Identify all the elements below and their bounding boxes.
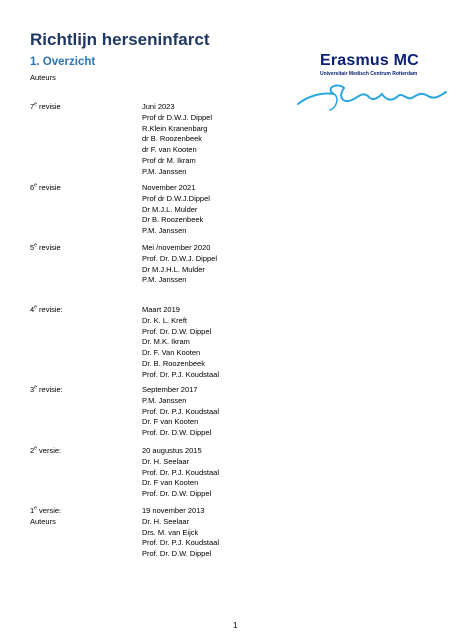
revision-ordinal: e	[34, 384, 37, 391]
revision-type: versie:	[36, 446, 62, 455]
revision-label	[30, 243, 140, 254]
revision-number: 2	[30, 446, 35, 455]
revision-ordinal: e	[34, 445, 37, 452]
author-name: Prof. Dr. D.W. Dippel	[142, 489, 212, 499]
revision-number: 4	[30, 305, 35, 314]
revision-date: 20 augustus 2015	[142, 446, 202, 455]
revision-number: 5	[30, 243, 35, 252]
revision-label	[30, 305, 140, 316]
revision-details	[142, 506, 219, 560]
revision-type: revisie	[36, 102, 61, 111]
author-name: Dr. F. Van Kooten	[142, 348, 201, 358]
revision-type: revisie:	[36, 305, 63, 314]
revision-label	[30, 446, 140, 457]
author-name: Prof dr M. Ikram	[142, 155, 196, 165]
revision-type: revisie	[36, 183, 61, 192]
author-name: Prof dr D.W.J.Dippel	[142, 193, 210, 203]
revision-details	[142, 243, 217, 286]
author-name: P.M. Janssen	[142, 226, 187, 236]
author-name: R.Klein Kranenbarg	[142, 123, 208, 133]
author-name: Prof. Dr. D.W.J. Dippel	[142, 253, 218, 263]
erasmus-mc-logo	[294, 52, 454, 114]
revision-ordinal: e	[34, 242, 37, 249]
revision-details	[142, 183, 210, 237]
revision-ordinal: e	[34, 101, 37, 108]
revision-date: September 2017	[142, 385, 198, 394]
revision-ordinal: e	[34, 505, 37, 512]
author-name: P.M. Janssen	[142, 395, 187, 405]
author-name: Prof dr D.W.J. Dippel	[142, 112, 213, 122]
author-name: Prof. Dr. P.J. Koudstaal	[142, 369, 219, 379]
revision-date: Mei /november 2020	[142, 243, 211, 252]
author-name: Prof. Dr. D.W. Dippel	[142, 549, 212, 559]
revision-number: 6	[30, 183, 35, 192]
revision-label	[30, 102, 140, 113]
author-name: Dr. K. L. Kreft	[142, 315, 188, 325]
page-number: 1	[233, 621, 238, 630]
author-name: Dr. F van Kooten	[142, 478, 199, 488]
revision-details	[142, 446, 219, 500]
revision-date: Juni 2023	[142, 102, 175, 111]
author-name: Dr. H. Seelaar	[142, 456, 190, 466]
revision-details	[142, 385, 219, 439]
author-name: dr F. van Kooten	[142, 145, 197, 155]
revision-type: revisie	[36, 243, 61, 252]
author-name: Dr. B. Roozenbeek	[142, 358, 205, 368]
logo-tagline: Universitair Medisch Centrum Rotterdam	[320, 71, 418, 77]
revision-sublabel: Auteurs	[30, 516, 56, 526]
revision-number: 7	[30, 102, 35, 111]
author-name: Dr. F van Kooten	[142, 417, 199, 427]
revision-type: revisie:	[36, 385, 63, 394]
revision-label	[30, 385, 140, 396]
revision-ordinal: e	[34, 182, 37, 189]
author-name: Prof. Dr. D.W. Dippel	[142, 326, 212, 336]
section-heading: 1. Overzicht	[30, 56, 96, 68]
revision-label	[30, 506, 140, 528]
revision-details	[142, 102, 212, 178]
erasmus-signature-icon	[294, 74, 454, 114]
revision-date: Maart 2019	[142, 305, 180, 314]
author-name: Prof. Dr. P.J. Koudstaal	[142, 538, 219, 548]
page-title: Richtlijn herseninfarct	[30, 30, 210, 49]
author-name: P.M. Janssen	[142, 166, 187, 176]
author-name: P.M. Janssen	[142, 275, 187, 285]
author-name: Dr M.J.L. Mulder	[142, 204, 198, 214]
revision-date: 19 november 2013	[142, 506, 205, 515]
revision-type: versie:	[36, 506, 62, 515]
author-name: Drs. M. van Eijck	[142, 527, 199, 537]
author-name: Dr M.J.H.L. Mulder	[142, 264, 205, 274]
revision-number: 1	[30, 506, 35, 515]
revision-ordinal: e	[34, 304, 37, 311]
author-name: Prof. Dr. D.W. Dippel	[142, 428, 212, 438]
revision-details	[142, 305, 219, 381]
author-name: Dr. M.K. Ikram	[142, 337, 190, 347]
revision-date: November 2021	[142, 183, 196, 192]
author-name: Prof. Dr. P.J. Koudstaal	[142, 467, 219, 477]
author-name: Prof. Dr. P.J. Koudstaal	[142, 406, 219, 416]
author-name: Dr. H. Seelaar	[142, 516, 190, 526]
author-name: Dr B. Roozenbeek	[142, 215, 204, 225]
revision-number: 3	[30, 385, 35, 394]
revision-label	[30, 183, 140, 194]
author-name: dr B. Roozenbeek	[142, 134, 203, 144]
auteurs-label: Auteurs	[30, 73, 56, 82]
logo-brand: Erasmus MC	[320, 52, 419, 69]
